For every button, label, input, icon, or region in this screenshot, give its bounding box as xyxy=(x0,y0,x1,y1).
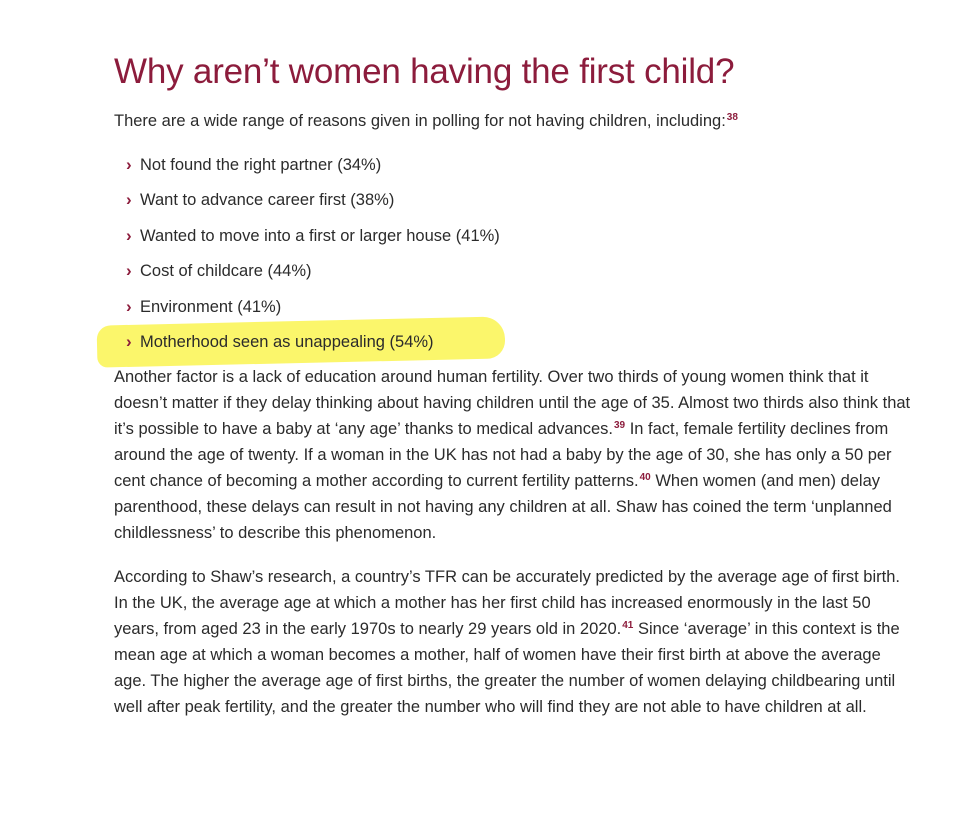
footnote-ref-41[interactable]: 41 xyxy=(622,620,634,632)
chevron-right-icon: › xyxy=(126,155,132,174)
body-paragraph-1 xyxy=(114,364,914,546)
chevron-right-icon: › xyxy=(126,331,132,351)
list-item-label: Wanted to move into a first or larger house (41%) xyxy=(140,226,500,245)
chevron-right-icon: › xyxy=(126,296,132,316)
footnote-ref-38[interactable]: 38 xyxy=(726,112,738,123)
footnote-ref-39[interactable]: 39 xyxy=(613,420,626,432)
chevron-right-icon: › xyxy=(126,261,132,281)
chevron-right-icon: › xyxy=(126,190,132,210)
paragraph-text: Since ‘average’ in this context is the mean age at which a woman becomes a mother, half of women have their first birth at above the average age. The higher the average age of first births, the greater the number of women delaying childbearing until well after peak fertility, and the greater the number who will find they are not able to have children at all. xyxy=(114,620,900,717)
reasons-list xyxy=(114,152,914,355)
paragraph-text: According to Shaw’s research, a country’s TFR can be accurately predicted by the average age of first birth. In the UK, the average age at which a mother has her first child has increased enormously in the last 50 years, from aged 23 in the early 1970s to nearly 29 years old in 2020. xyxy=(114,568,900,639)
list-item-label: Cost of childcare (44%) xyxy=(140,262,312,281)
list-item xyxy=(114,152,914,178)
list-item xyxy=(114,223,914,249)
list-item xyxy=(114,258,914,284)
list-item xyxy=(114,187,914,213)
list-item-highlighted xyxy=(114,329,914,355)
list-item xyxy=(114,294,914,320)
intro-text: There are a wide range of reasons given in polling for not having children, including: xyxy=(114,112,726,130)
body-paragraph-2 xyxy=(114,564,914,720)
footnote-ref-40[interactable]: 40 xyxy=(639,472,651,484)
paragraph-text: When women (and men) delay parenthood, these delays can result in not having any children at all. Shaw has coined the term ‘unplanned childlessness’ to describe this phenomenon. xyxy=(114,472,892,543)
paragraph-text: Another factor is a lack of education around human fertility. Over two thirds of young women think that it doesn’t matter if they delay thinking about having children until the age of 35. Almost two thirds also think that it’s possible to have a baby at ‘any age’ thanks to medical advances. xyxy=(114,368,911,439)
list-item-label: Environment (41%) xyxy=(140,297,282,316)
chevron-right-icon: › xyxy=(126,225,132,245)
document-page xyxy=(114,48,914,720)
intro-paragraph xyxy=(114,108,914,134)
list-item-label: Motherhood seen as unappealing (54%) xyxy=(140,332,434,351)
paragraph-text: In fact, female fertility declines from around the age of twenty. If a woman in the UK has not had a baby by the age of 30, she has only a 50 per cent chance of becoming a mother according to current fertility patterns. xyxy=(114,420,892,491)
page-title: Why aren’t women having the first child? xyxy=(114,52,735,91)
list-item-label: Want to advance career first (38%) xyxy=(140,191,395,210)
list-item-label: Not found the right partner (34%) xyxy=(140,156,382,174)
